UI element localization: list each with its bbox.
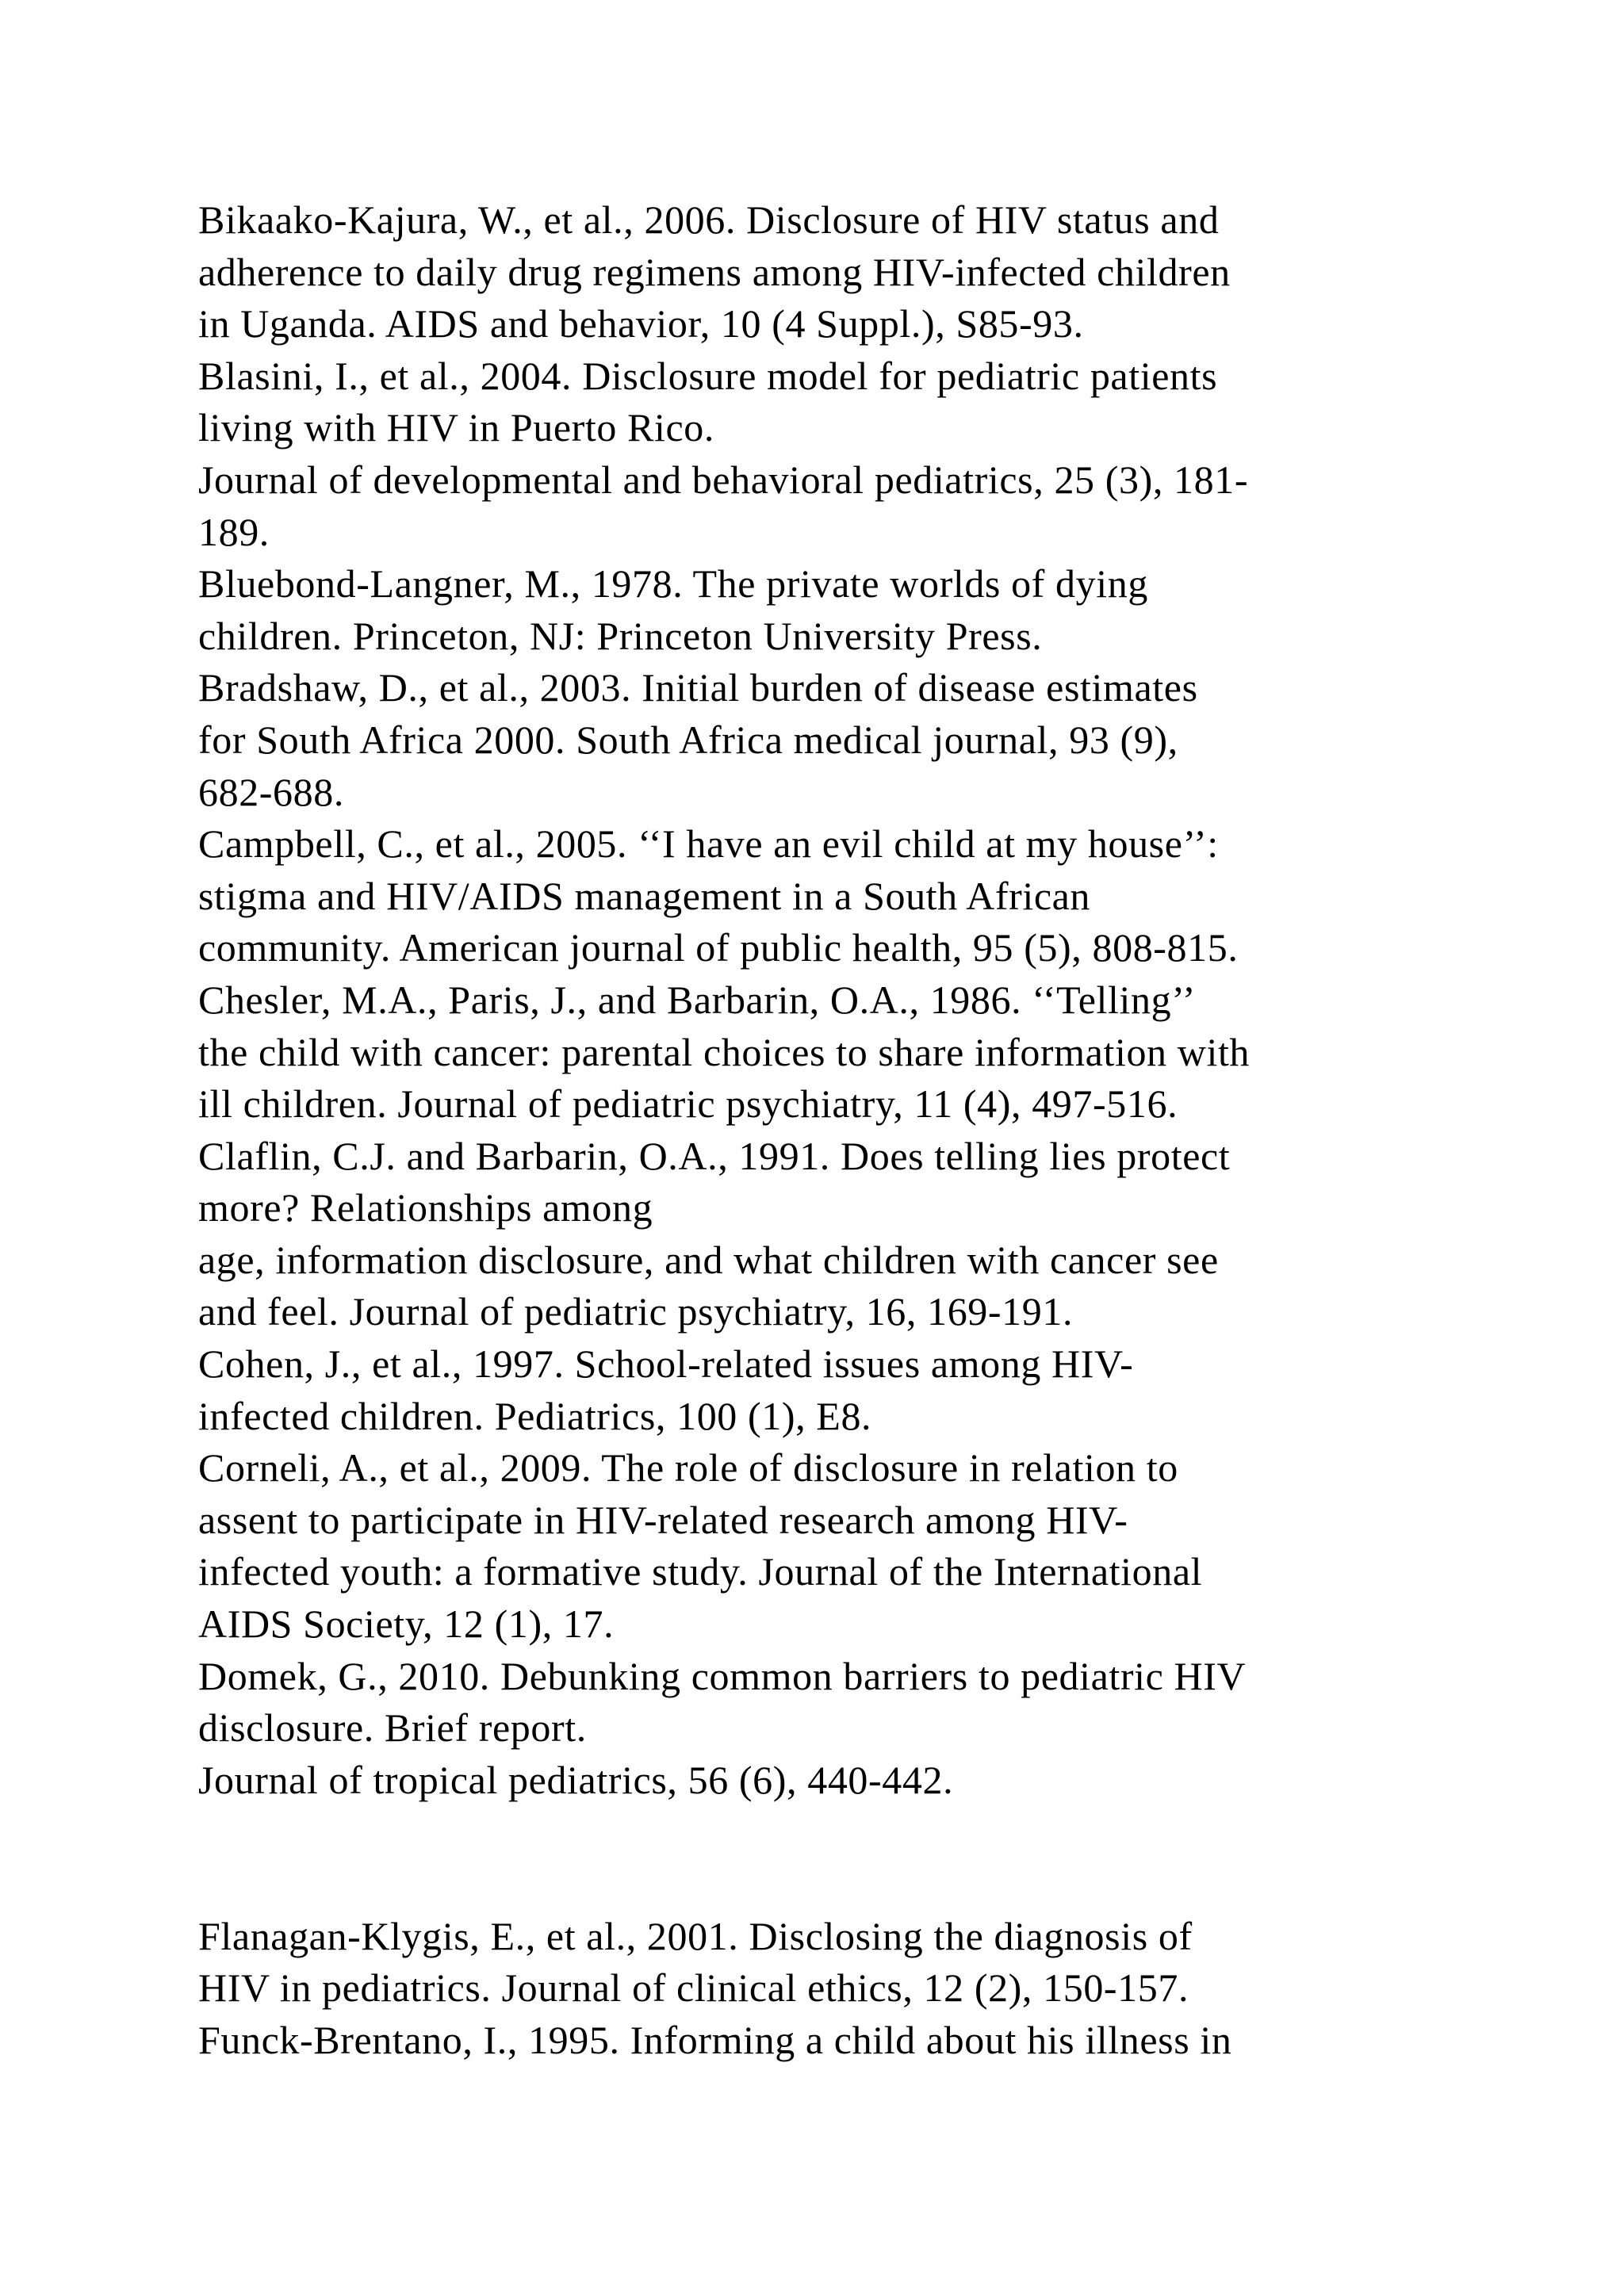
reference-line: stigma and HIV/AIDS management in a South African (198, 873, 1091, 918)
reference-line: age, information disclosure, and what children with cancer see (198, 1237, 1219, 1282)
reference-line: Chesler, M.A., Paris, J., and Barbarin, O.A., 1986. ‘‘Telling’’ (198, 977, 1196, 1022)
reference-line: AIDS Society, 12 (1), 17. (198, 1601, 615, 1647)
reference-line: Journal of developmental and behavioral pediatrics, 25 (3), 181- (198, 457, 1249, 502)
reference-line: more? Relationships among (198, 1185, 653, 1230)
reference-line: children. Princeton, NJ: Princeton University Press. (198, 613, 1043, 658)
reference-line: ill children. Journal of pediatric psychiatry, 11 (4), 497-516. (198, 1081, 1178, 1127)
reference-line: disclosure. Brief report. (198, 1705, 587, 1751)
reference-line: Journal of tropical pediatrics, 56 (6), 440-442. (198, 1757, 954, 1802)
reference-line: adherence to daily drug regimens among HIV-infected children (198, 249, 1231, 294)
reference-line: community. American journal of public health, 95 (5), 808-815. (198, 925, 1239, 970)
reference-line: Bikaako-Kajura, W., et al., 2006. Disclosure of HIV status and (198, 197, 1220, 242)
reference-line: Bluebond-Langner, M., 1978. The private worlds of dying (198, 561, 1148, 607)
reference-line: infected youth: a formative study. Journal of the International (198, 1549, 1203, 1594)
reference-line: Flanagan-Klygis, E., et al., 2001. Disclosing the diagnosis of (198, 1913, 1193, 1958)
reference-line: Funck-Brentano, I., 1995. Informing a child about his illness in (198, 2017, 1232, 2062)
reference-line: Blasini, I., et al., 2004. Disclosure model for pediatric patients (198, 353, 1218, 398)
reference-line: Claflin, C.J. and Barbarin, O.A., 1991. Does telling lies protect (198, 1133, 1231, 1178)
reference-line: the child with cancer: parental choices to share information with (198, 1029, 1251, 1074)
reference-line: Cohen, J., et al., 1997. School-related issues among HIV- (198, 1341, 1134, 1387)
reference-line: Campbell, C., et al., 2005. ‘‘I have an evil child at my house’’: (198, 821, 1219, 867)
reference-list (198, 194, 1546, 2066)
reference-line: HIV in pediatrics. Journal of clinical ethics, 12 (2), 150-157. (198, 1965, 1189, 2011)
reference-line: 189. (198, 509, 270, 554)
reference-line: living with HIV in Puerto Rico. (198, 405, 714, 450)
reference-line: Domek, G., 2010. Debunking common barriers to pediatric HIV (198, 1653, 1247, 1698)
reference-line: 682-688. (198, 769, 344, 814)
reference-line: assent to participate in HIV-related research among HIV- (198, 1497, 1128, 1542)
reference-line: in Uganda. AIDS and behavior, 10 (4 Suppl.), S85-93. (198, 301, 1084, 346)
reference-line: for South Africa 2000. South Africa medical journal, 93 (9), (198, 717, 1178, 762)
reference-line: Corneli, A., et al., 2009. The role of disclosure in relation to (198, 1445, 1178, 1490)
reference-line: Bradshaw, D., et al., 2003. Initial burden of disease estimates (198, 665, 1198, 710)
reference-line: and feel. Journal of pediatric psychiatry, 16, 169-191. (198, 1289, 1074, 1334)
reference-line: infected children. Pediatrics, 100 (1), E8. (198, 1393, 872, 1438)
paragraph-gap (198, 1806, 1546, 1910)
